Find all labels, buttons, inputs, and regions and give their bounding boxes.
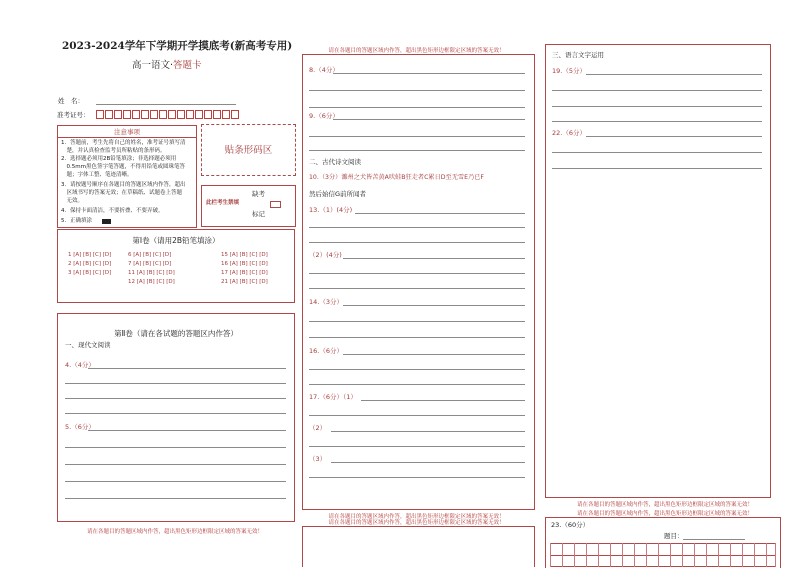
- part2-title: 第Ⅱ卷（请在各试题的答题区内作答）: [114, 329, 238, 338]
- answer-line[interactable]: [65, 498, 286, 499]
- choice-row[interactable]: 7 [A] [B] [C] [D]: [128, 261, 172, 267]
- col2-answer-area[interactable]: [302, 54, 535, 510]
- notice-title-divider: [58, 137, 196, 138]
- q4-label: 4.（4分）: [65, 361, 95, 369]
- area-warning: 请在各题目的答题区域内作答，超出黑色矩形边框限定区域的答案无效！: [86, 529, 263, 535]
- answer-line[interactable]: [309, 337, 525, 338]
- choice-row[interactable]: 16 [A] [B] [C] [D]: [221, 261, 268, 267]
- notice-item: 0.5mm黑色签字笔答题，不得用铅笔或圆珠笔答: [61, 164, 185, 170]
- q5-label: 5.（6分）: [65, 423, 95, 431]
- answer-line[interactable]: [309, 415, 525, 416]
- answer-line[interactable]: [552, 106, 762, 107]
- answer-line[interactable]: [309, 227, 525, 228]
- notice-item: 5．正确填涂: [61, 218, 92, 224]
- choice-row[interactable]: 21 [A] [B] [C] [D]: [221, 279, 268, 285]
- notice-item: 3．请按题号顺序在各题目的答题区域内作答，超出: [61, 182, 186, 188]
- section2-heading: 二、古代诗文阅读: [309, 158, 361, 166]
- answer-line[interactable]: [552, 90, 762, 91]
- q8-label: 8.（4分）: [309, 66, 339, 74]
- part2-answer-area[interactable]: [57, 313, 295, 522]
- part1-title: 第Ⅰ卷（请用2B铅笔填涂）: [132, 236, 220, 245]
- answer-line[interactable]: [309, 273, 525, 274]
- answer-line[interactable]: [586, 136, 762, 137]
- answer-line[interactable]: [65, 398, 286, 399]
- q10-line2: 然后始信G前所闻者: [309, 190, 367, 198]
- answer-line[interactable]: [331, 462, 525, 463]
- answer-line[interactable]: [552, 121, 762, 122]
- essay-area[interactable]: [545, 517, 781, 568]
- barcode-label: 贴条形码区: [224, 145, 273, 156]
- filled-mark-example: [102, 219, 111, 224]
- card-subtitle: [132, 57, 202, 71]
- answer-line[interactable]: [309, 477, 525, 478]
- q9-label: 9.（6分）: [309, 112, 339, 120]
- notice-item: 楚，并认真检查监考员所粘贴的条形码。: [61, 148, 166, 154]
- part1-col1: [68, 253, 111, 280]
- q16-label: 16.（6分）: [309, 347, 343, 355]
- subject-label: 高一语文·: [132, 60, 174, 71]
- ticket-number-label: 准考证号：: [57, 111, 90, 119]
- choice-row[interactable]: 15 [A] [B] [C] [D]: [221, 252, 268, 258]
- part1-col2: [128, 253, 175, 289]
- answer-line[interactable]: [309, 150, 525, 151]
- notice-title: 注意事项: [114, 128, 140, 136]
- section3-heading: 三、语言文字运用: [552, 51, 604, 59]
- answer-line[interactable]: [586, 74, 762, 75]
- ticket-number-boxes[interactable]: [96, 110, 246, 119]
- absent-label-line2: 标记: [252, 210, 265, 218]
- answer-line[interactable]: [88, 368, 286, 369]
- answer-line[interactable]: [361, 400, 525, 401]
- name-label: 姓 名：: [58, 97, 84, 105]
- absent-label-line1: 缺考: [252, 190, 265, 198]
- q14-label: 14.（3分）: [309, 298, 343, 306]
- notice-item: 4．保持卡面清洁，不要折叠、不要弄破。: [61, 208, 164, 214]
- area-warning: 请在各题目的答题区域内作答，超出黑色矩形边框限定区域的答案无效！: [576, 502, 753, 508]
- choice-row[interactable]: 3 [A] [B] [C] [D]: [68, 270, 112, 276]
- notice-item: 区域书写的答案无效；在草稿纸、试题卷上答题: [61, 190, 183, 196]
- answer-line[interactable]: [343, 258, 525, 259]
- answer-line[interactable]: [309, 369, 525, 370]
- answer-line[interactable]: [65, 464, 286, 465]
- answer-line[interactable]: [65, 413, 286, 414]
- answer-line[interactable]: [309, 288, 525, 289]
- area-warning: 请在各题目的答题区域内作答，超出黑色矩形边框限定区域的答案无效！: [328, 48, 505, 54]
- area-warning: 请在各题目的答题区域内作答，超出黑色矩形边框限定区域的答案无效！: [328, 514, 505, 520]
- part1-col3: [221, 253, 268, 289]
- notice-item: 1．答题前，考生先将自己的姓名，准考证号填写清: [61, 140, 186, 146]
- answer-line[interactable]: [309, 90, 525, 91]
- absent-checkbox[interactable]: [270, 201, 281, 208]
- essay-title-line[interactable]: [683, 539, 745, 540]
- answer-line[interactable]: [355, 213, 525, 214]
- answer-line[interactable]: [343, 354, 525, 355]
- choice-row[interactable]: 6 [A] [B] [C] [D]: [128, 252, 172, 258]
- part1-box: [57, 229, 295, 303]
- absent-staff-only-label: 此栏考生禁填: [206, 200, 240, 206]
- choice-row[interactable]: 12 [A] [B] [C] [D]: [128, 279, 175, 285]
- notice-item: 无效。: [61, 198, 84, 204]
- essay-title-label: 题目：: [664, 532, 684, 540]
- answer-line[interactable]: [309, 107, 525, 108]
- section1-heading: 一、现代文阅读: [65, 341, 111, 349]
- choice-row[interactable]: 17 [A] [B] [C] [D]: [221, 270, 268, 276]
- name-line[interactable]: [96, 104, 236, 105]
- q17-3-label: （3）: [309, 455, 327, 463]
- q10-line1: 10.（3分）濉州之犬皆苦黄A吠蛙B狂走者C累日D至无雪E乃已F: [309, 174, 484, 181]
- answer-line[interactable]: [333, 119, 525, 120]
- area-warning: 请在各题目的答题区域内作答，超出黑色矩形边框限定区域的答案无效！: [328, 520, 505, 526]
- answer-line[interactable]: [65, 447, 286, 448]
- answer-line[interactable]: [88, 430, 286, 431]
- q13-1-label: 13.（1）(4分): [309, 206, 353, 214]
- barcode-area: [201, 124, 296, 176]
- col3-answer-area[interactable]: [545, 44, 771, 498]
- answer-line[interactable]: [309, 384, 525, 385]
- answer-line[interactable]: [309, 242, 525, 243]
- essay-grid[interactable]: [550, 543, 776, 567]
- answer-line[interactable]: [343, 305, 525, 306]
- answer-line[interactable]: [552, 168, 762, 169]
- exam-title: 2023-2024学年下学期开学摸底考(新高考专用): [62, 40, 293, 52]
- q23-label: 23.（60分）: [551, 521, 590, 529]
- answer-line[interactable]: [552, 152, 762, 153]
- notice-item: 2．选择题必须用2B铅笔填涂；非选择题必须用: [61, 156, 177, 162]
- col2-next-area[interactable]: [302, 526, 535, 567]
- choice-row[interactable]: 11 [A] [B] [C] [D]: [128, 270, 175, 276]
- q17-1-label: 17.（6分）（1）: [309, 393, 357, 401]
- q22-label: 22.（6分）: [552, 129, 586, 137]
- area-warning: 请在各题目的答题区域内作答，超出黑色矩形边框限定区域的答案无效！: [576, 511, 753, 517]
- choice-row[interactable]: 2 [A] [B] [C] [D]: [68, 261, 112, 267]
- notice-item: 题；字体工整、笔迹清晰。: [61, 172, 133, 178]
- q19-label: 19.（5分）: [552, 67, 586, 75]
- answer-line[interactable]: [333, 73, 525, 74]
- answer-line[interactable]: [65, 383, 286, 384]
- notice-box: [57, 125, 197, 228]
- absent-mark-box: [201, 185, 296, 227]
- choice-row[interactable]: 1 [A] [B] [C] [D]: [68, 252, 112, 258]
- answer-line[interactable]: [309, 446, 525, 447]
- answer-line[interactable]: [309, 136, 525, 137]
- card-type-label: 答题卡: [173, 60, 202, 71]
- answer-line[interactable]: [331, 431, 525, 432]
- q17-2-label: （2）: [309, 424, 327, 432]
- answer-line[interactable]: [309, 321, 525, 322]
- q13-2-label: （2）(4分): [309, 251, 342, 259]
- answer-line[interactable]: [65, 481, 286, 482]
